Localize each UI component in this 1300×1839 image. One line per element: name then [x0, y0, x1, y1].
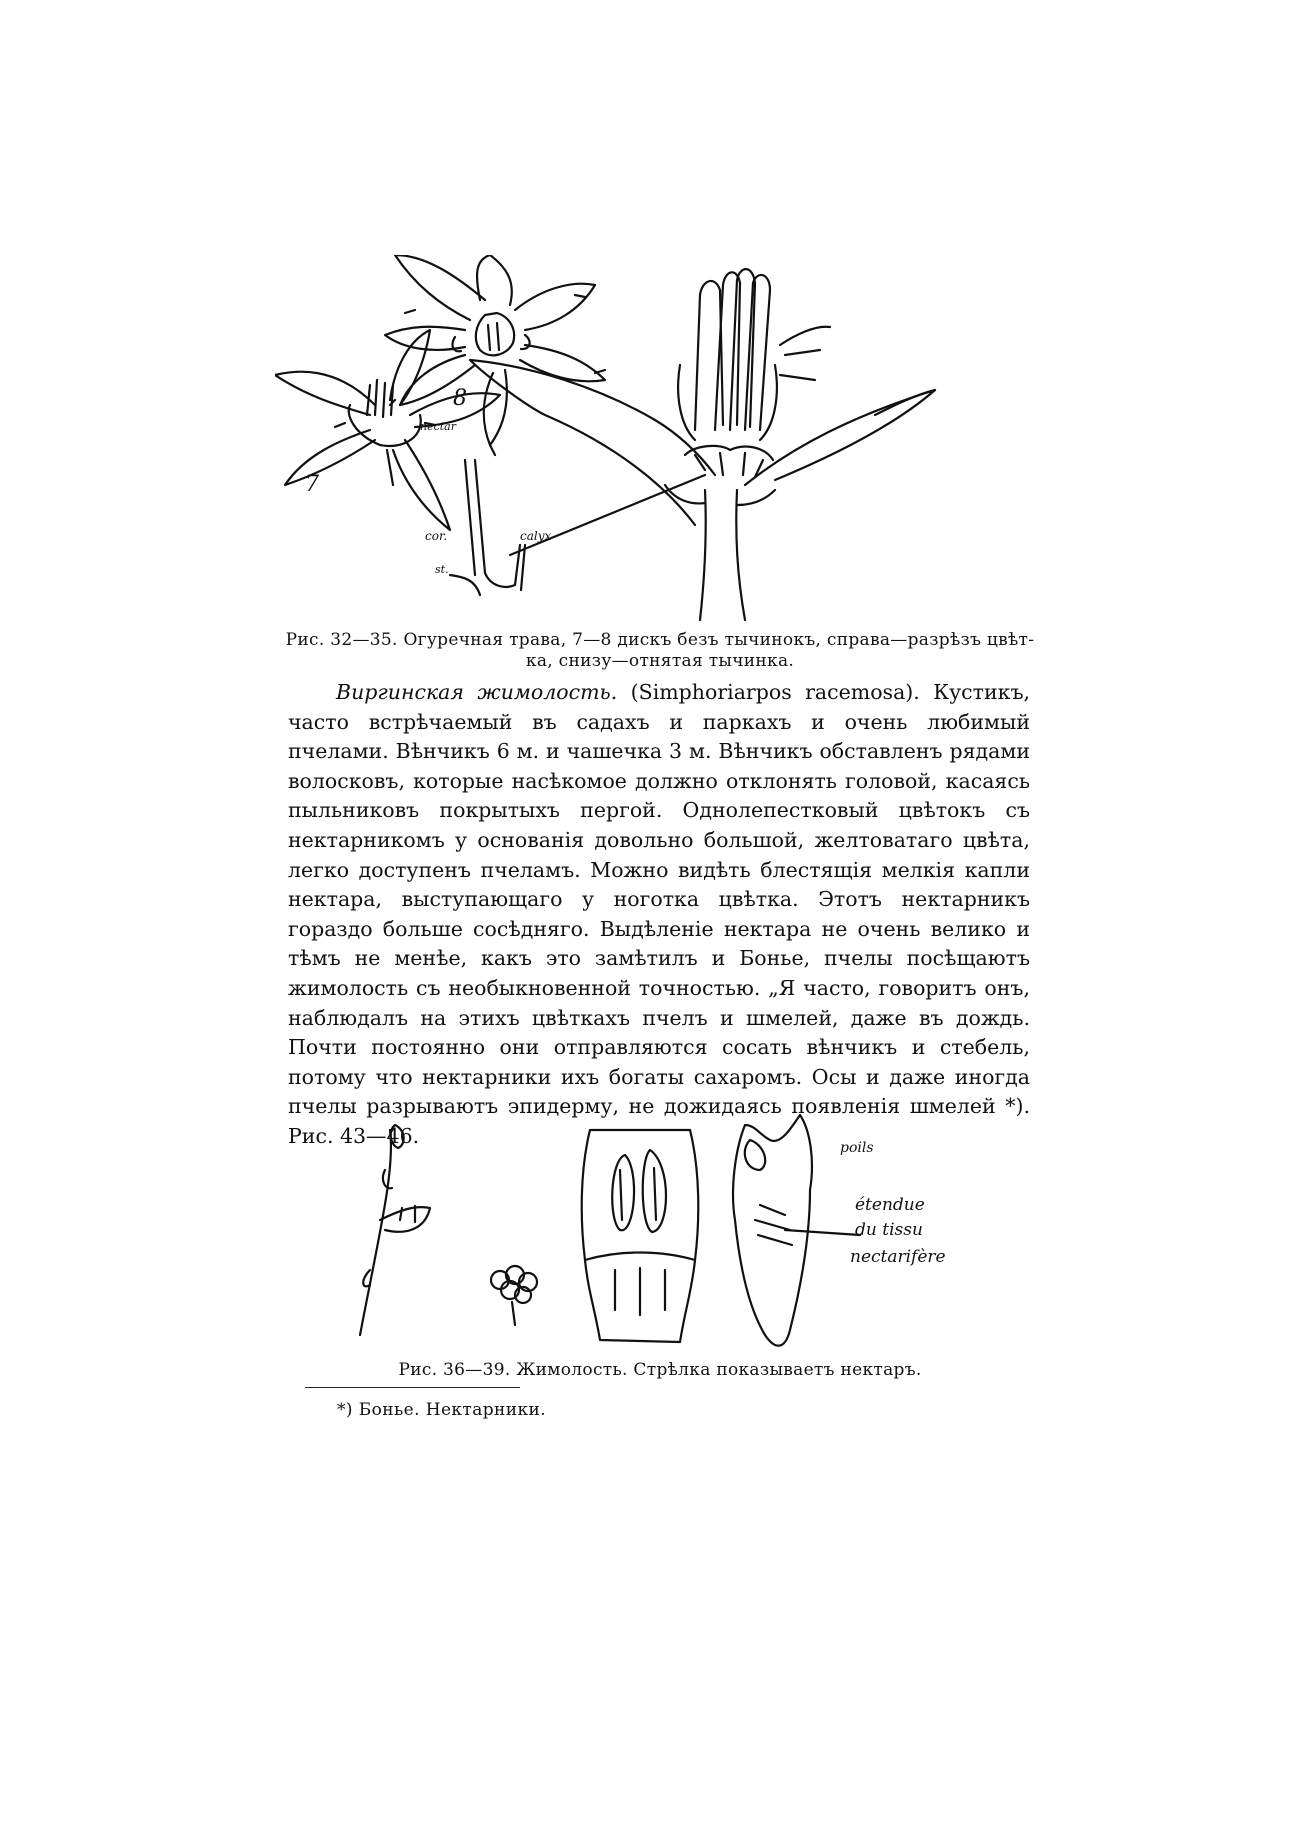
label-nectar-line3: nectarifère — [850, 1247, 946, 1267]
small-flower-drawing — [491, 1266, 537, 1325]
figure-caption-top — [270, 630, 1050, 672]
honeysuckle-drawing — [340, 1110, 980, 1360]
label-calyx: calyx — [520, 529, 552, 543]
label-nectar-line2: du tissu — [855, 1220, 923, 1240]
label-st: st. — [435, 563, 449, 576]
figure-honeysuckle — [340, 1110, 980, 1360]
main-paragraph — [288, 678, 1030, 1152]
flower-8-drawing — [385, 255, 605, 455]
figure-borage — [275, 255, 1055, 625]
label-poils: poils — [840, 1140, 874, 1156]
label-nectar: nectar — [420, 420, 456, 433]
label-cor: cor. — [425, 529, 448, 543]
stamen-drawing — [450, 460, 705, 595]
corolla-section-drawing — [582, 1130, 699, 1342]
twig-drawing — [360, 1125, 430, 1335]
footnote-divider — [305, 1387, 520, 1388]
caption-top-line1: Рис. 32—35. Огуречная трава, 7—8 дискъ безъ тычинокъ, справа—разрѣзъ цвѣт- — [285, 630, 1035, 650]
flower-7-drawing — [275, 330, 500, 530]
paragraph-text: (Simphoriarpos racemosa). Кустикъ, часто встрѣчаемый въ садахъ и паркахъ и очень любимый пчелами. Вѣнчикъ 6 м. и чашечка 3 м. Вѣнчикъ обставленъ рядами волосковъ, которые насѣкомое должно отклонять головой, касаясь пыльниковъ покрытыхъ пергой. Однолепестковый цвѣтокъ съ нектарникомъ у основанія довольно большой, желтоватаго цвѣта, легко доступенъ пчеламъ. Можно видѣть блестящія мелкія капли нектара, выступающаго у ноготка цвѣтка. Этотъ нектарникъ гораздо больше сосѣдняго. Выдѣленіе нектара не очень велико и тѣмъ не менѣе, какъ это замѣтилъ и Бонье, пчелы посѣщаютъ жимолость съ необыкновенной точностью. „Я часто, говоритъ онъ, наблюдалъ на этихъ цвѣткахъ пчелъ и шмелей, даже въ дождь. Почти постоянно они отправляются сосать вѣнчикъ и стебель, потому что нектарники ихъ богаты сахаромъ. Осы и даже иногда пчелы разрываютъ эпидерму, не дожидаясь появленія шмелей *). Рис. 43—46. — [288, 680, 1031, 1148]
label-8: 8 — [453, 386, 467, 411]
footnote: *) Бонье. Нектарники. — [337, 1400, 547, 1420]
label-7: 7 — [305, 472, 319, 497]
figure-caption-bottom: Рис. 36—39. Жимолость. Стрѣлка показываетъ нектаръ. — [398, 1360, 922, 1380]
label-nectar-line1: étendue — [855, 1195, 925, 1215]
borage-drawing — [275, 255, 1055, 625]
paragraph-lead: Виргинская жимолость. — [336, 680, 618, 704]
caption-top-line2: ка, снизу—отнятая тычинка. — [525, 651, 795, 671]
flower-section-drawing — [470, 269, 935, 620]
